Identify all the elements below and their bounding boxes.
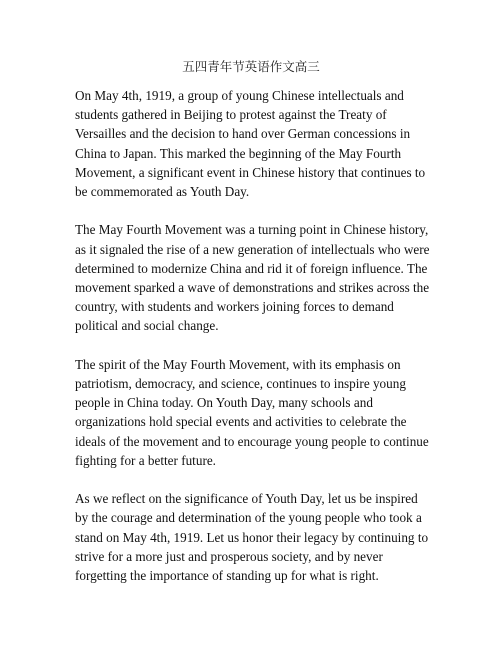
document-body xyxy=(75,86,430,604)
document-title: 五四青年节英语作文高三 xyxy=(182,59,320,74)
paragraph-1: On May 4th, 1919, a group of young Chinese intellectuals and students gathered in Beijing to protest against the Treaty of Versailles and the decision to hand over German concessions in China to Japan. This marked the beginning of the May Fourth Movement, a significant event in Chinese history that continues to be commemorated as Youth Day. xyxy=(75,88,426,200)
paragraph-4: As we reflect on the significance of Youth Day, let us be inspired by the courage and determination of the young people who took a stand on May 4th, 1919. Let us honor their legacy by continuing to strive for a more just and prosperous society, and by never forgetting the importance of standing up for what is right. xyxy=(75,491,429,584)
paragraph-3: The spirit of the May Fourth Movement, with its emphasis on patriotism, democracy, and science, continues to inspire young people in China today. On Youth Day, many schools and organizations hold special events and activities to celebrate the ideals of the movement and to encourage young people to continue fighting for a better future. xyxy=(75,356,429,468)
paragraph-2: The May Fourth Movement was a turning point in Chinese history, as it signaled the rise of a new generation of intellectuals who were determined to modernize China and rid it of foreign influence. The movement sparked a wave of demonstrations and strikes across the country, with students and workers joining forces to demand political and social change. xyxy=(75,222,430,334)
